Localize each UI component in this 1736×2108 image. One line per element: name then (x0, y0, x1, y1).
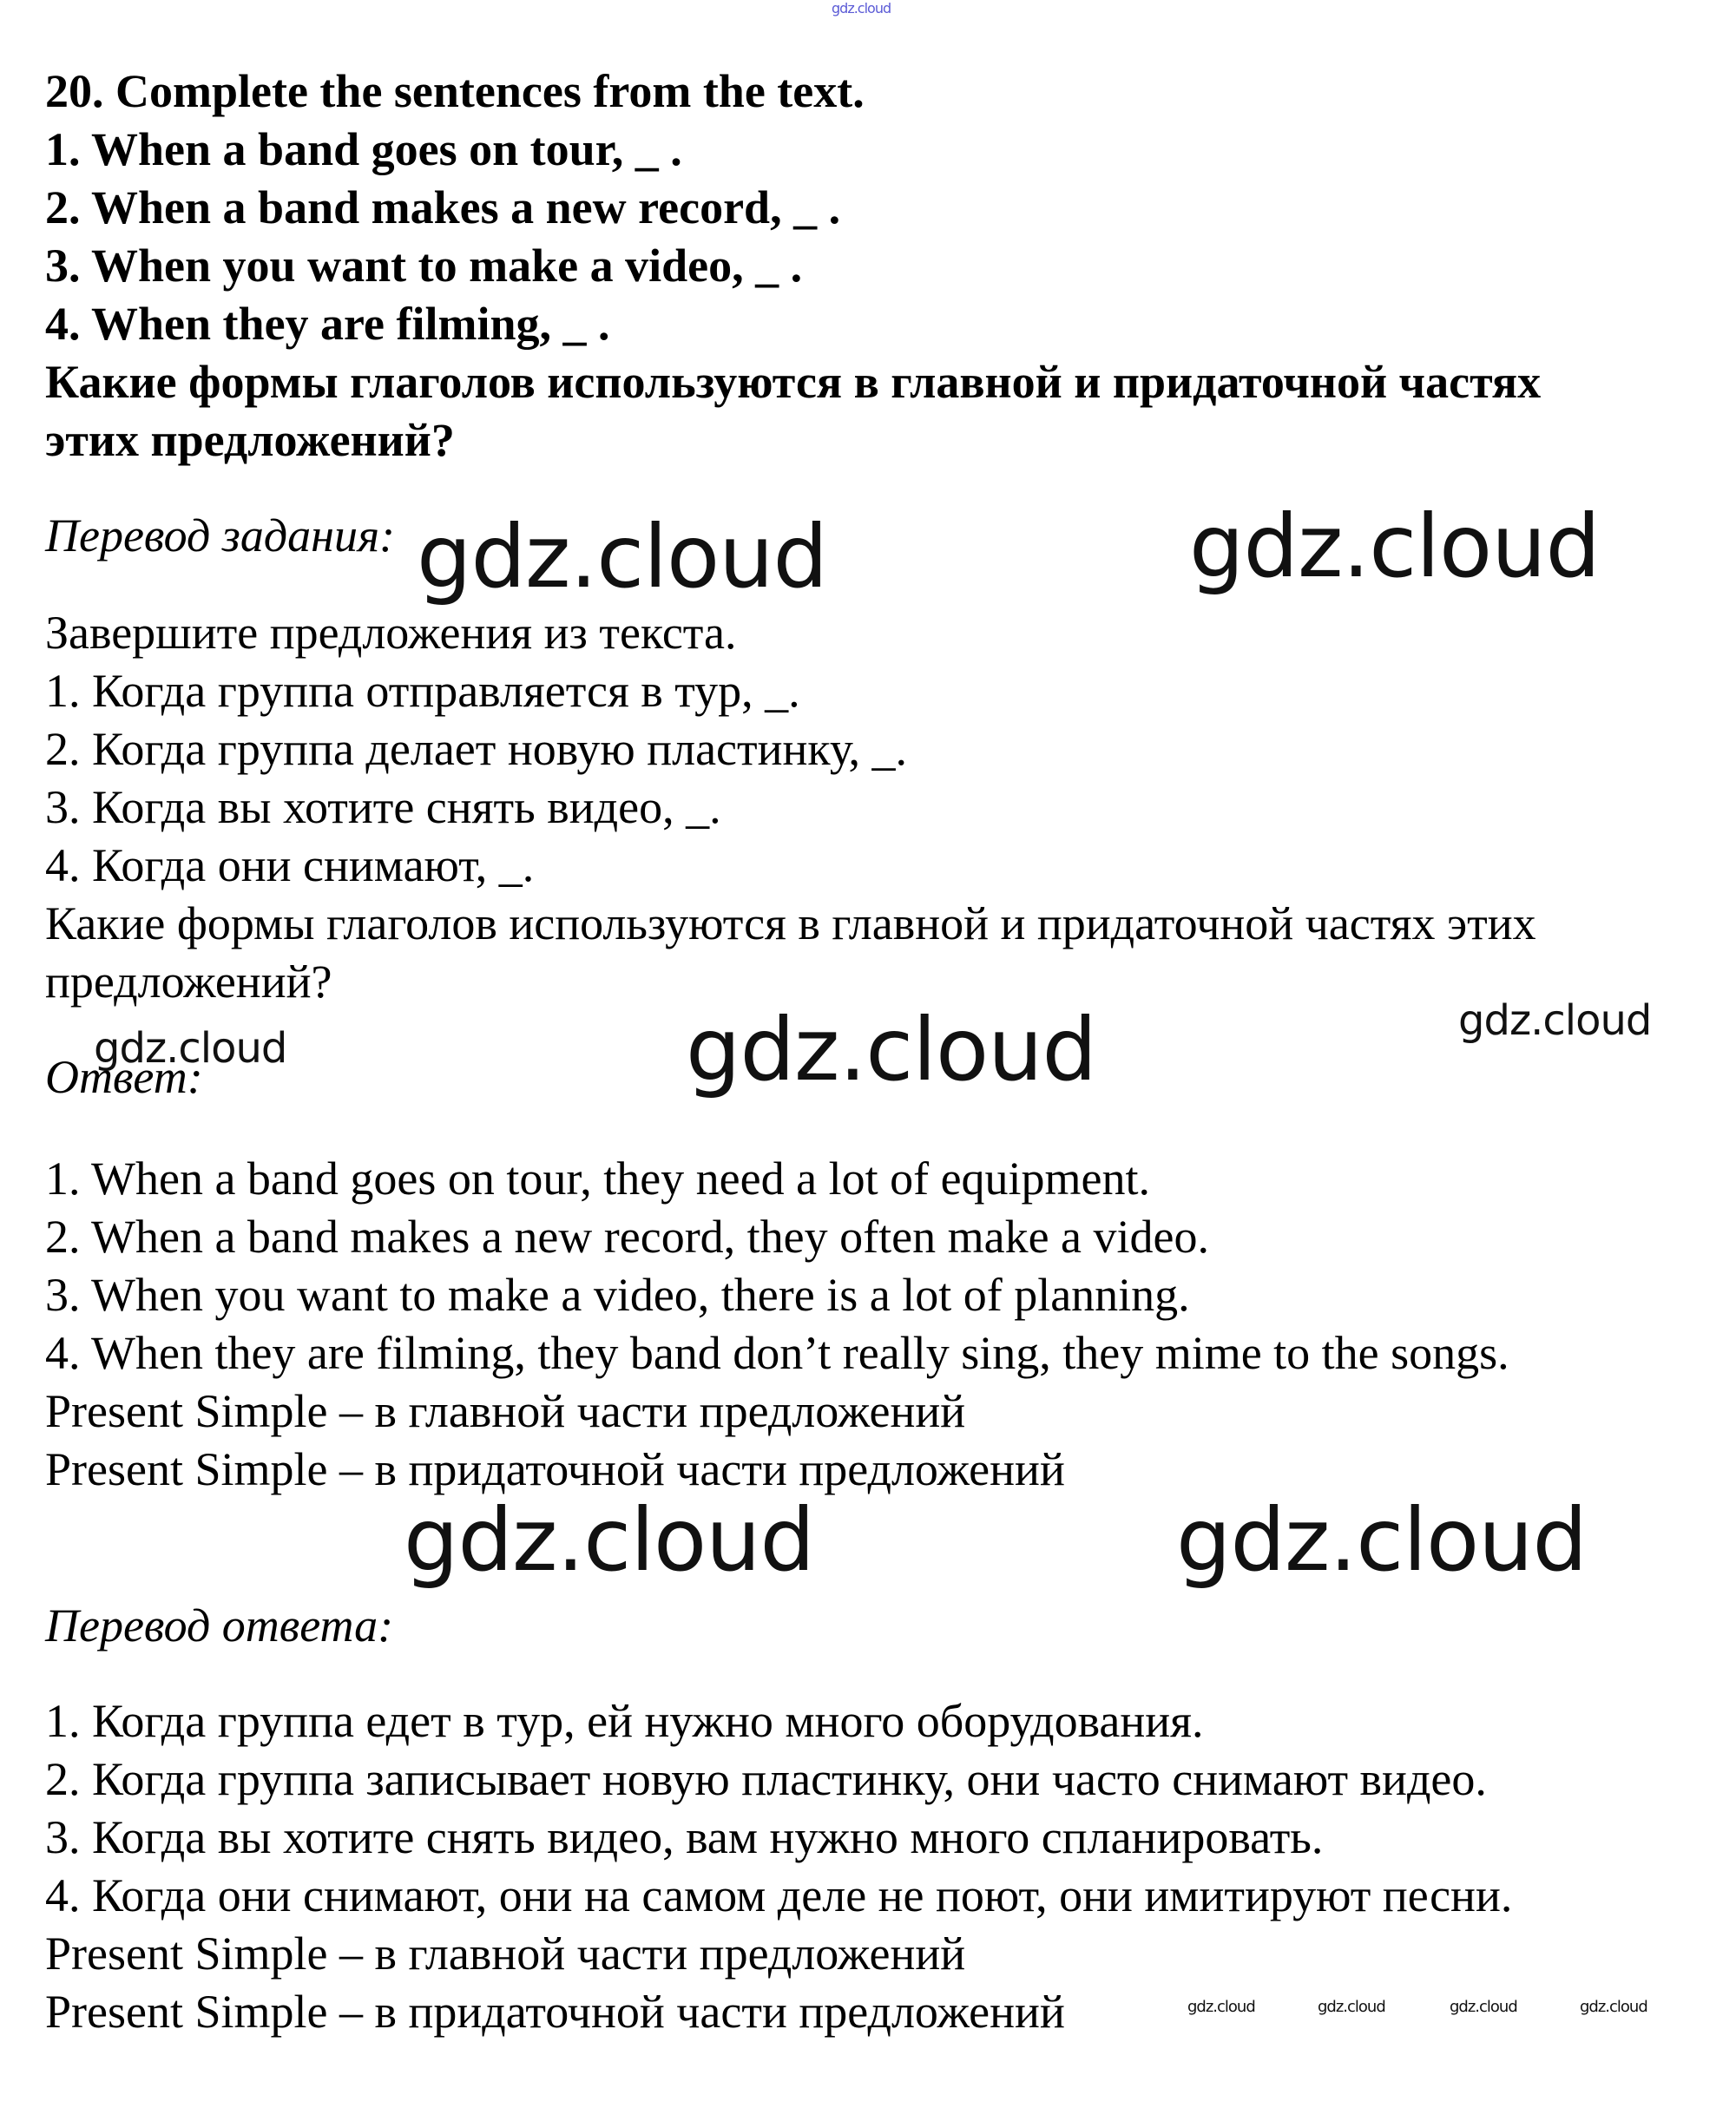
task-question-line: Какие формы глаголов используются в главной и придаточной частях (45, 356, 1542, 408)
watermark: gdz.cloud (1318, 1998, 1385, 2016)
watermark: gdz.cloud (1580, 1998, 1647, 2016)
answer-translation-item: 1. Когда группа едет в тур, ей нужно много оборудования. (45, 1695, 1204, 1747)
answer-translation-item: 3. Когда вы хотите снять видео, вам нужно много спланировать. (45, 1811, 1324, 1863)
answer-item: 2. When a band makes a new record, they often make a video. (45, 1211, 1209, 1263)
watermark: gdz.cloud (1187, 1998, 1255, 2016)
task-translation-question-line: предложений? (45, 955, 332, 1008)
answer-translation-item: 4. Когда они снимают, они на самом деле не поют, они имитируют песни. (45, 1869, 1513, 1921)
task-item: 2. When a band makes a new record, _ . (45, 181, 841, 233)
task-translation-title: Завершите предложения из текста. (45, 607, 737, 659)
watermark: gdz.cloud (94, 1024, 287, 1073)
task-translation-item: 1. Когда группа отправляется в тур, _. (45, 665, 800, 717)
answer-item: 1. When a band goes on tour, they need a lot of equipment. (45, 1153, 1151, 1205)
answer-note: Present Simple – в придаточной части предложений (45, 1443, 1065, 1495)
task-item: 4. When they are filming, _ . (45, 298, 610, 350)
answer-note: Present Simple – в главной части предложений (45, 1385, 966, 1437)
watermark: gdz.cloud (1450, 1998, 1517, 2016)
header-watermark: gdz.cloud (832, 0, 891, 16)
task-translation-question-line: Какие формы глаголов используются в главной и придаточной частях этих (45, 897, 1536, 949)
task-title: 20. Complete the sentences from the text. (45, 65, 865, 117)
watermark: gdz.cloud (404, 1489, 815, 1591)
task-translation-item: 4. Когда они снимают, _. (45, 839, 535, 891)
answer-translation-heading: Перевод ответа: (45, 1599, 394, 1652)
answer-translation-item: 2. Когда группа записывает новую пластинку, они часто снимают видео. (45, 1753, 1487, 1805)
answer-translation-note: Present Simple – в придаточной части предложений (45, 1986, 1065, 2038)
task-item: 1. When a band goes on tour, _ . (45, 123, 682, 175)
task-item: 3. When you want to make a video, _ . (45, 240, 803, 292)
task-translation-item: 2. Когда группа делает новую пластинку, _. (45, 723, 907, 775)
watermark: gdz.cloud (1458, 996, 1652, 1045)
task-question-line: этих предложений? (45, 414, 455, 466)
task-translation-heading: Перевод задания: (45, 509, 396, 561)
watermark: gdz.cloud (1189, 496, 1601, 597)
answer-translation-note: Present Simple – в главной части предложений (45, 1927, 966, 1980)
answer-heading: Ответ: (45, 1051, 203, 1103)
watermark: gdz.cloud (1176, 1489, 1588, 1591)
answer-item: 4. When they are filming, they band don’t really sing, they mime to the songs. (45, 1327, 1509, 1379)
task-translation-item: 3. Когда вы хотите снять видео, _. (45, 781, 721, 833)
watermark: gdz.cloud (686, 999, 1097, 1100)
watermark: gdz.cloud (417, 506, 828, 607)
answer-item: 3. When you want to make a video, there is a lot of planning. (45, 1269, 1190, 1321)
